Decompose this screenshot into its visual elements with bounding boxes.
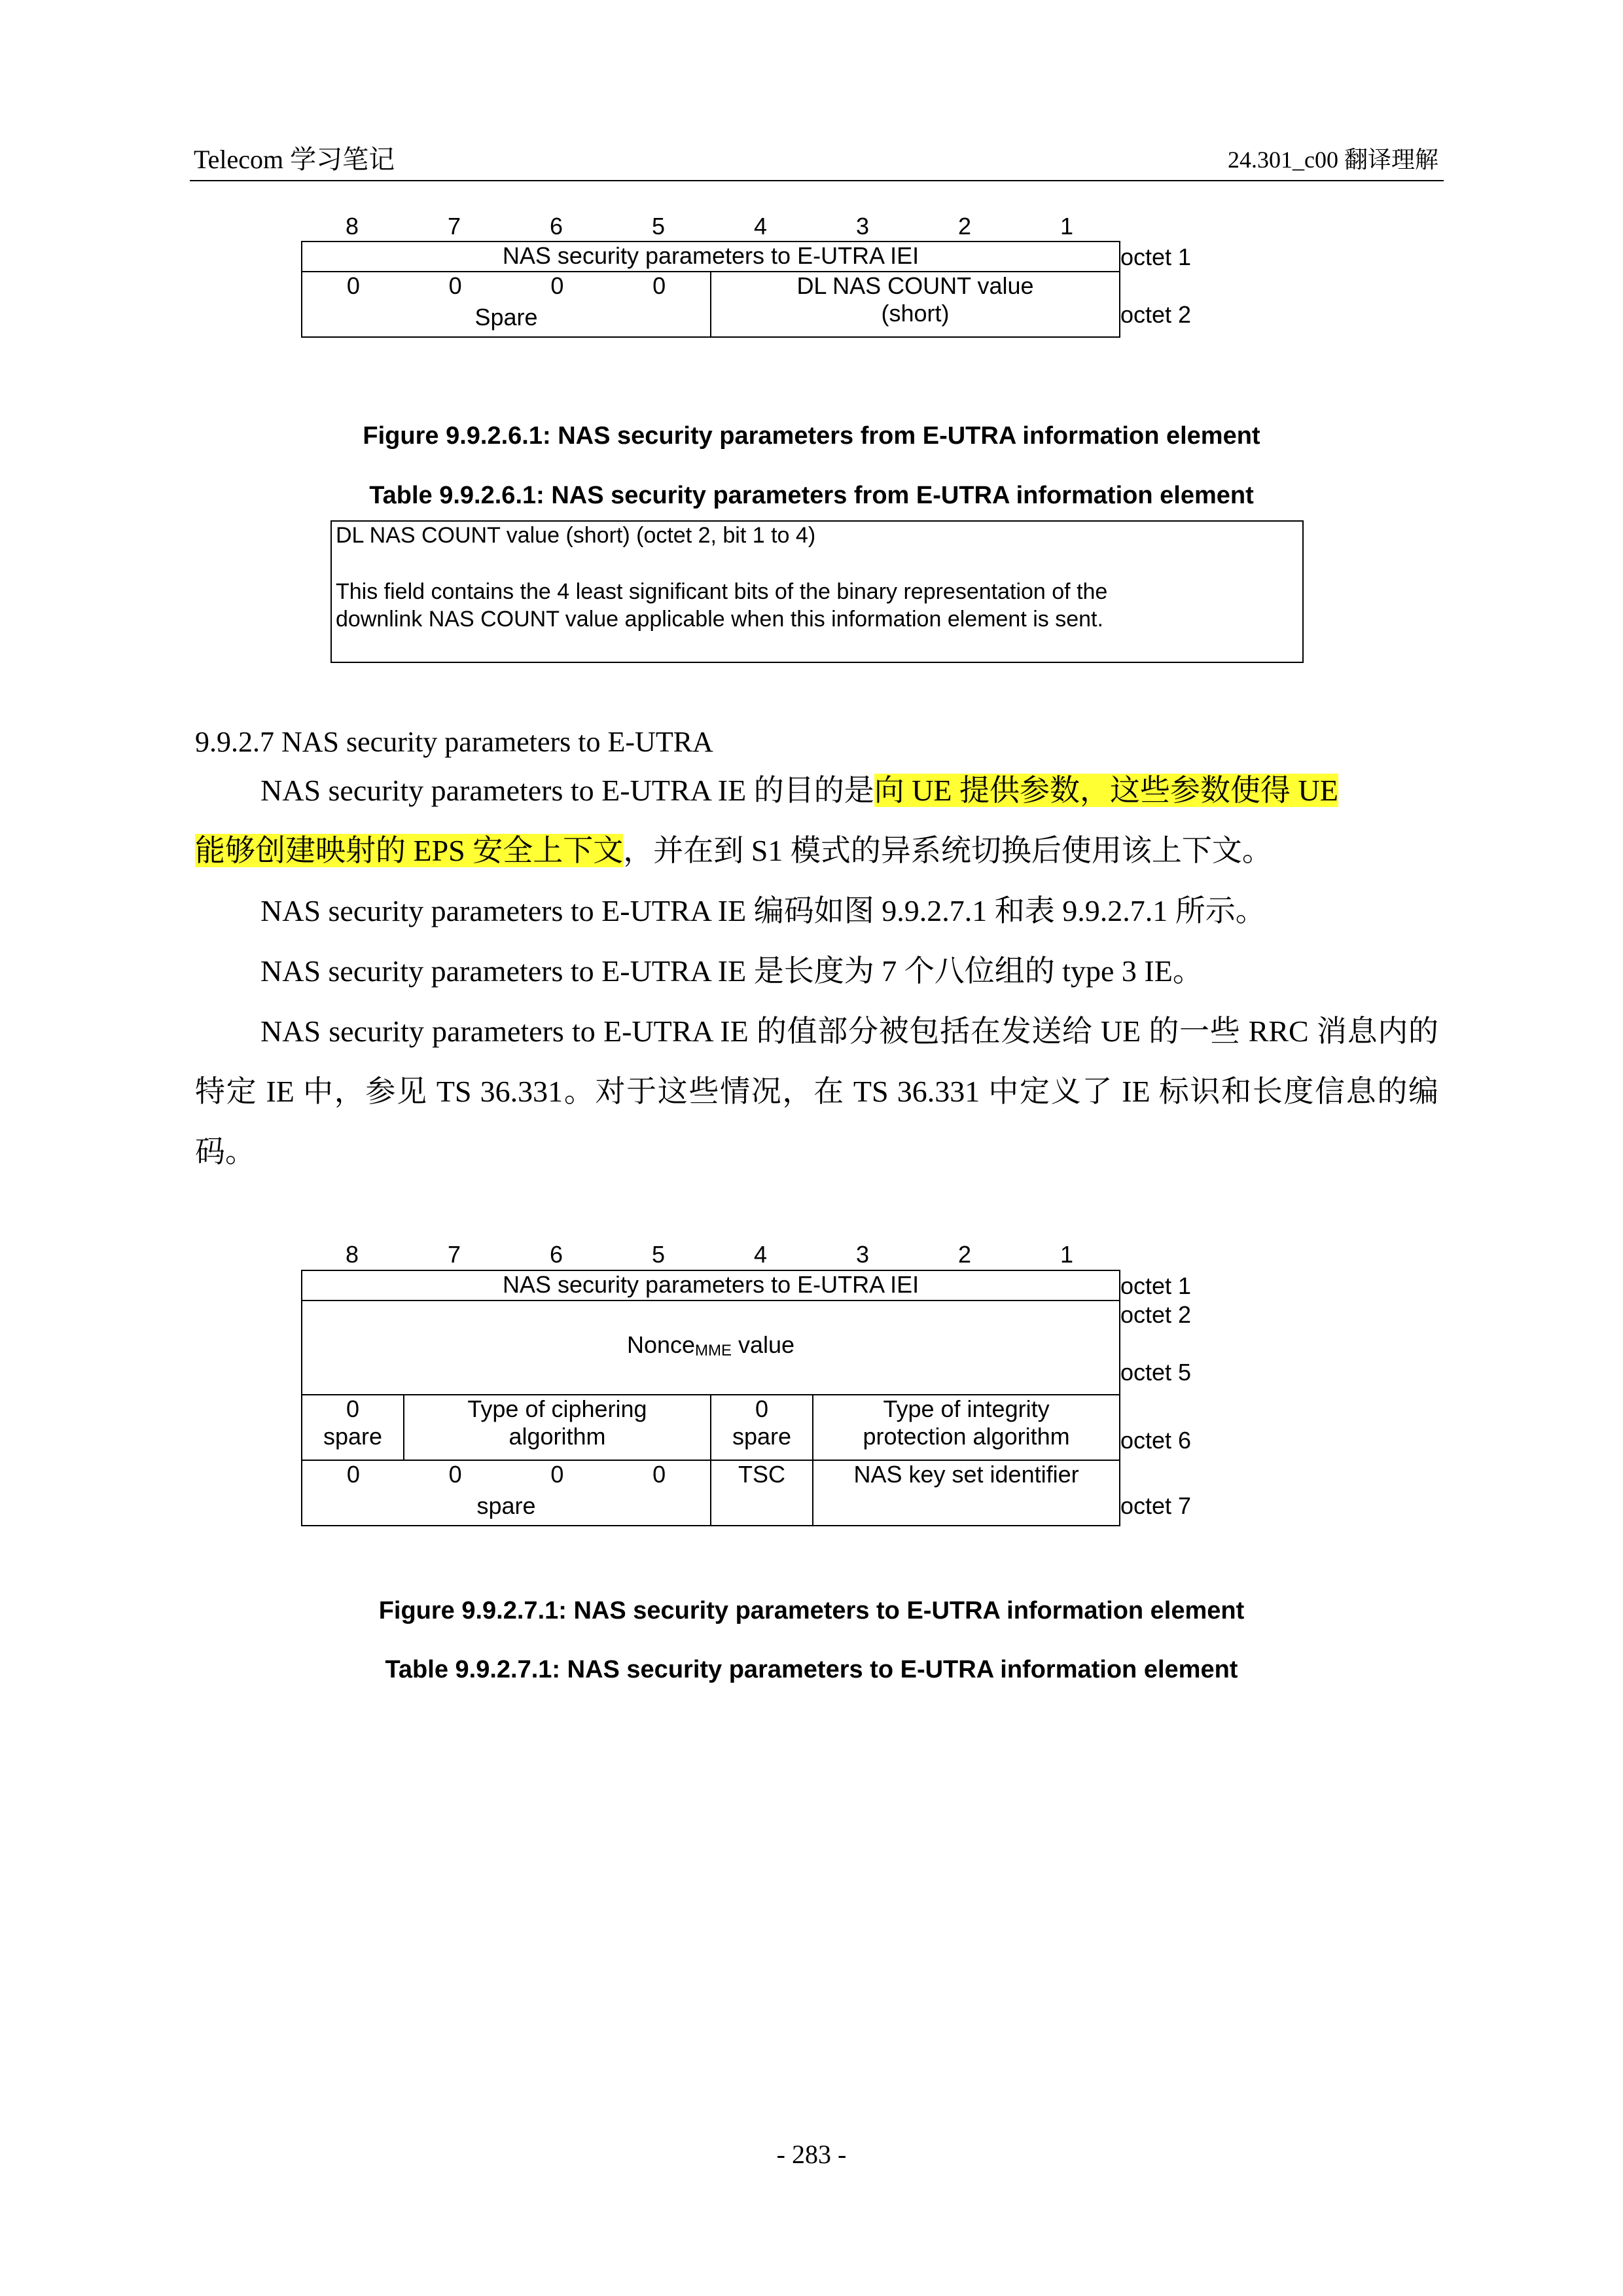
dl-nas-count-cell [711,272,1120,337]
nonce-label: Nonce [626,1331,696,1358]
bit-value: 0 [550,1461,564,1488]
bit-value: 0 [550,272,564,299]
paragraph-coding [195,881,1438,941]
spare-bit4-cell [711,1395,813,1460]
bit-value: 0 [448,1461,462,1488]
bit-number: 4 [753,213,768,240]
bit-number: 1 [1060,213,1074,240]
bit-number: 2 [957,1241,972,1268]
table1-caption: Table 9.9.2.6.1: NAS security parameters from E-UTRA information element [369,482,1254,509]
bit-number: 8 [345,1241,359,1268]
tsc-cell: TSC [711,1460,813,1526]
bit-number: 7 [447,213,461,240]
octet-label: octet 7 [1120,1492,1192,1519]
iei-cell: NAS security parameters to E-UTRA IEI [302,242,1120,272]
figure2-ie-table [301,1270,1120,1526]
integrity-label: Type of integrity [883,1395,1050,1422]
highlighted-text: 能够创建映射的 EPS 安全上下文 [195,834,624,867]
spare-label: spare [323,1423,383,1450]
bit-number: 2 [957,213,972,240]
bit-value: 0 [652,272,666,299]
text-run: NAS security parameters to E-UTRA IE 是长度为 7 个八位组的 type 3 IE。 [260,954,1203,988]
bit-number: 8 [345,213,359,240]
text-run: NAS security parameters to E-UTRA IE 的值部分被包括在发送给 UE 的一些 RRC 消息内的特定 IE 中，参见 TS 36.331。对于这些情况，在 TS 36.331 中定义了 IE 标识和长度信息的编码。 [195,1014,1439,1168]
octet-label: octet 2 [1120,1301,1192,1328]
bit-value: 0 [448,272,462,299]
dl-nas-count-label: DL NAS COUNT value [796,272,1034,299]
header-title: Telecom 学习笔记 [194,145,395,174]
field-description-line: downlink NAS COUNT value applicable when this information element is sent. [336,607,1103,632]
integrity-algorithm-cell [813,1395,1120,1460]
bit-number: 7 [447,1241,461,1268]
page-number: - 283 - [776,2140,847,2169]
ciphering-label: Type of ciphering [467,1395,647,1422]
iei-cell: NAS security parameters to E-UTRA IEI [302,1270,1120,1300]
spare-bit-values [302,272,710,300]
bit-number: 4 [753,1241,768,1268]
bit-number: 6 [549,1241,563,1268]
bit-value: 0 [346,272,360,299]
bit-value: 0 [346,1461,360,1488]
figure1-bit-numbers [301,213,1119,239]
octet-label: octet 1 [1120,243,1192,270]
bit-number: 6 [549,213,563,240]
highlighted-text: 向 UE 提供参数，这些参数使得 UE [874,774,1338,807]
field-title: DL NAS COUNT value (short) (octet 2, bit 1 to 4) [336,523,816,548]
spare-bits-cell [302,272,711,337]
bit-value: 0 [346,1395,360,1422]
section-heading: 9.9.2.7 NAS security parameters to E-UTRA [195,726,713,758]
spare-label: spare [476,1492,536,1519]
paragraph-length [195,941,1438,1001]
bit-number: 5 [651,1241,666,1268]
octet-label: octet 6 [1120,1427,1192,1454]
octet-label: octet 5 [1120,1359,1192,1386]
table2-caption: Table 9.9.2.7.1: NAS security parameters to E-UTRA information element [385,1656,1238,1683]
header-divider [190,180,1444,181]
bit-number: 3 [855,1241,870,1268]
spare-label: spare [732,1423,792,1450]
bit-value: 0 [755,1395,769,1422]
spare-label: Spare [474,304,538,331]
bit-value: 0 [652,1461,666,1488]
paragraph-purpose [195,761,1438,881]
ciphering-algorithm-cell [404,1395,711,1460]
octet-label: octet 1 [1120,1272,1192,1299]
figure1-ie-table [301,241,1120,338]
spare-bit8-cell [302,1395,404,1460]
bit-number: 1 [1060,1241,1074,1268]
nonce-label-suffix: value [732,1331,795,1358]
table1-field-description [330,520,1304,663]
ciphering-label: algorithm [508,1423,606,1450]
bit-number: 3 [855,213,870,240]
figure2-caption: Figure 9.9.2.7.1: NAS security parameters to E-UTRA information element [378,1597,1245,1624]
integrity-label: protection algorithm [863,1423,1070,1450]
figure1-caption: Figure 9.9.2.6.1: NAS security parameters from E-UTRA information element [363,422,1260,450]
figure2-bit-numbers [301,1241,1119,1267]
nonce-subscript: MME [695,1341,732,1359]
nonce-cell [302,1300,1120,1395]
header-document-id: 24.301_c00 翻译理解 [1228,147,1438,173]
bit-number: 5 [651,213,666,240]
field-description-line: This field contains the 4 least significant bits of the binary representation of the [336,579,1108,604]
spare-bits-cell [302,1460,711,1526]
text-run: NAS security parameters to E-UTRA IE 编码如图 9.9.2.7.1 和表 9.9.2.7.1 所示。 [260,894,1266,927]
paragraph-rrc [195,1001,1438,1182]
spare-bit-values [302,1461,710,1488]
text-run: ，并在到 S1 模式的异系统切换后使用该上下文。 [623,834,1272,867]
octet-label: octet 2 [1120,301,1192,328]
dl-nas-count-label-short: (short) [881,300,950,327]
ksi-cell: NAS key set identifier [813,1460,1120,1526]
text-run: NAS security parameters to E-UTRA IE 的目的是 [260,774,874,807]
